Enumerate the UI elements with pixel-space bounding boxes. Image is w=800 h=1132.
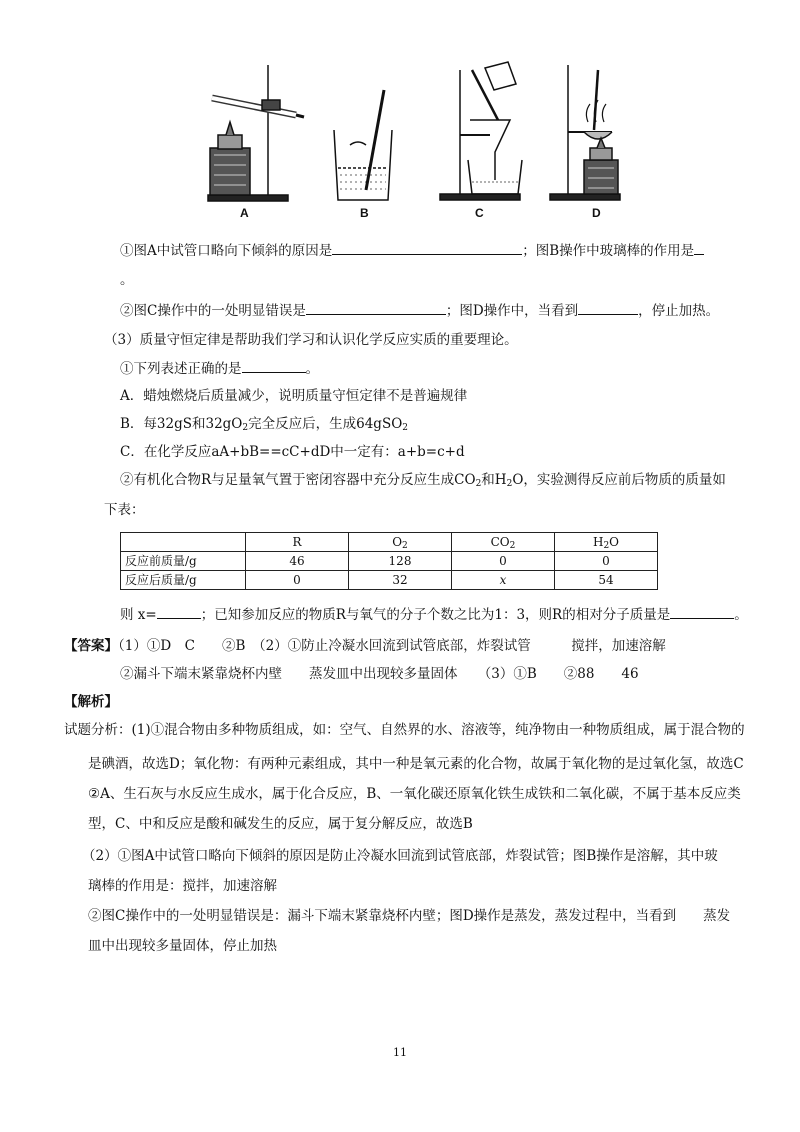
- q2-line2-text-a: ②图C操作中的一处明显错误是: [120, 303, 306, 319]
- subscript: 2: [506, 479, 513, 489]
- analysis-line: （2）①图A中试管口略向下倾斜的原因是防止冷凝水回流到试管底部，炸裂试管；图B操作是溶解，其中玻: [82, 848, 718, 864]
- header-o2: O: [392, 535, 403, 549]
- table-header-row: [121, 533, 658, 552]
- q3-final-c: 。: [734, 607, 748, 623]
- q3-sub1: [120, 358, 319, 379]
- answer-line1: [64, 636, 666, 656]
- subscript: 2: [242, 423, 249, 433]
- table-header-cell: R: [246, 533, 349, 552]
- q2-line1-text-c: 。: [120, 272, 134, 288]
- analysis-tag-text: 【解析】: [64, 694, 118, 710]
- answer-blank[interactable]: [578, 300, 638, 315]
- q3-sub1-end: 。: [305, 361, 319, 377]
- q2-line2: [120, 300, 719, 321]
- answer-blank[interactable]: [670, 604, 734, 619]
- analysis-tag: [64, 692, 118, 712]
- q3-final: [120, 604, 748, 625]
- subscript: 2: [402, 541, 408, 551]
- q2-line1: [120, 240, 704, 261]
- answer-blank[interactable]: [242, 358, 306, 373]
- q3-option-a: A．蜡烛燃烧后质量减少，说明质量守恒定律不是普遍规律: [120, 388, 468, 404]
- analysis-line: 皿中出现较多量固体，停止加热: [88, 938, 277, 954]
- q3-sub2: [120, 470, 726, 490]
- apparatus-a: [208, 65, 304, 201]
- answer-blank[interactable]: [157, 604, 201, 619]
- page-number: 11: [393, 1046, 407, 1059]
- q3-sub2-mid: 和H: [481, 472, 507, 488]
- analysis-line: 是碘酒，故选D；氧化物：有两种元素组成，其中一种是氧元素的化合物，故属于氧化物的是过氧化氢，故选C: [88, 756, 744, 772]
- analysis-line: ②A、生石灰与水反应生成水，属于化合反应，B、一氧化碳还原氧化铁生成铁和二氧化碳，不属于基本反应类: [88, 786, 741, 802]
- table-cell: 32: [349, 571, 452, 590]
- q3-final-b: ；已知参加反应的物质R与氧气的分子个数之比为1：3，则R的相对分子质量是: [200, 607, 671, 623]
- subscript: 2: [402, 423, 408, 433]
- table-row-label: 反应后质量/g: [121, 571, 246, 590]
- table-cell: 54: [555, 571, 658, 590]
- answer-text-1: （1）①D C ②B （2）①防止冷凝水回流到试管底部，炸裂试管 搅拌，加速溶解: [118, 638, 666, 654]
- table-header-cell: [349, 533, 452, 552]
- figure-label-d: D: [592, 206, 601, 220]
- table-header-cell: [121, 533, 246, 552]
- q3-option-b-mid: 完全反应后，生成64gSO: [248, 416, 403, 432]
- q3-sub2-line2: 下表：: [104, 502, 145, 518]
- table-cell: 0: [246, 571, 349, 590]
- q2-line2-text-b: ；图D操作中，当看到: [445, 303, 579, 319]
- table-row-label: 反应前质量/g: [121, 552, 246, 571]
- figure-label-b: B: [360, 206, 369, 220]
- q2-line1-text-b: ；图B操作中玻璃棒的作用是: [522, 243, 695, 259]
- answer-line2: ②漏斗下端末紧靠烧杯内壁 蒸发皿中出现较多量固体 （3）①B ②88 46: [120, 666, 639, 682]
- figure-label-c: C: [475, 206, 484, 220]
- analysis-line: 型，C、中和反应是酸和碱发生的反应，属于复分解反应，故选B: [88, 816, 473, 832]
- table-cell: 0: [452, 552, 555, 571]
- header-co2: CO: [490, 535, 510, 549]
- header-h2o-b: O: [609, 535, 620, 549]
- answer-blank[interactable]: [332, 240, 522, 255]
- answer-blank[interactable]: [694, 240, 704, 255]
- q3-sub2-pre: ②有机化合物R与足量氧气置于密闭容器中充分反应生成CO: [120, 472, 476, 488]
- table-cell: 46: [246, 552, 349, 571]
- mass-table: [120, 532, 658, 590]
- q2-line2-text-c: ，停止加热。: [638, 303, 720, 319]
- subscript: 2: [509, 541, 516, 551]
- analysis-line: 璃棒的作用是：搅拌，加速溶解: [88, 878, 277, 894]
- q3-intro: （3）质量守恒定律是帮助我们学习和认识化学反应实质的重要理论。: [104, 332, 518, 348]
- apparatus-c: [440, 62, 522, 200]
- apparatus-figure: [200, 60, 630, 230]
- q3-sub1-text: ①下列表述正确的是: [120, 361, 242, 377]
- apparatus-b: [334, 90, 392, 200]
- apparatus-drawing: [200, 60, 630, 230]
- q3-final-a: 则 x=: [120, 607, 157, 623]
- analysis-line: ②图C操作中的一处明显错误是：漏斗下端末紧靠烧杯内壁；图D操作是蒸发，蒸发过程中，当看到 蒸发: [88, 908, 731, 924]
- answer-blank[interactable]: [306, 300, 446, 315]
- header-h2o-a: H: [592, 535, 604, 549]
- q3-option-b: [120, 414, 408, 434]
- analysis-line: 试题分析：(1)①混合物由多种物质组成，如：空气、自然界的水、溶液等，纯净物由一种物质组成，属于混合物的: [64, 722, 745, 738]
- table-cell: x: [452, 571, 555, 590]
- table-row: [121, 552, 658, 571]
- q3-option-c: C．在化学反应aA+bB==cC+dD中一定有：a+b=c+d: [120, 444, 465, 460]
- table-header-cell: [452, 533, 555, 552]
- table-cell: 0: [555, 552, 658, 571]
- q2-line1-text-a: ①图A中试管口略向下倾斜的原因是: [120, 243, 333, 259]
- answer-tag: 【答案】: [64, 638, 118, 654]
- table-cell: 128: [349, 552, 452, 571]
- q3-option-b-pre: B．每32gS和32gO: [120, 416, 243, 432]
- subscript: 2: [475, 479, 482, 489]
- subscript: 2: [603, 541, 610, 551]
- table-header-cell: [555, 533, 658, 552]
- table-row: [121, 571, 658, 590]
- q3-sub2-post: O，实验测得反应前后物质的质量如: [512, 472, 726, 488]
- apparatus-d: [550, 65, 620, 200]
- q2-line1-end: [120, 270, 134, 290]
- figure-label-a: A: [240, 206, 249, 220]
